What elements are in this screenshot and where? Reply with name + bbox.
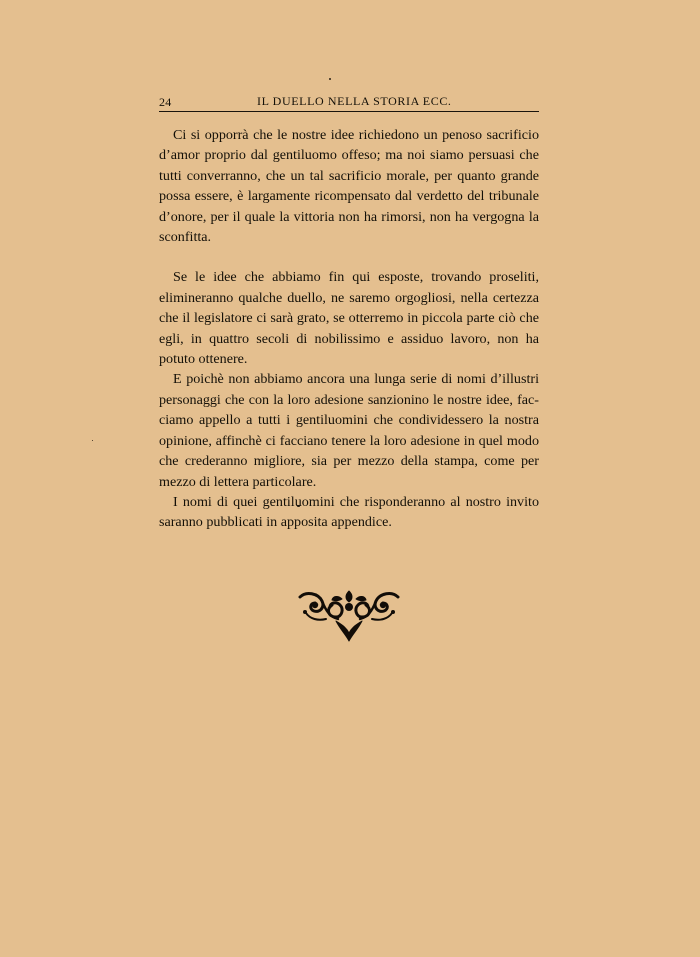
paragraph: Se le idee che abbiamo fin qui esposte, trovando proseliti, elimineranno qualche duello, ne saremo orgogliosi, nella certezza che il legislatore ci sarà grato, se otterremo in piccola parte ciò che egli, in quattro secoli di nobilissimo e assiduo lavoro, non ha potuto ottenere. (159, 269, 539, 368)
print-speck (92, 440, 93, 441)
running-header (159, 93, 539, 112)
print-speck (329, 78, 331, 80)
paragraph: I nomi di quei gentiluomini che risponderanno al nostro invito saranno pubblicati in apposita appendice. (159, 493, 539, 531)
fleuron-ornament-icon (296, 589, 402, 643)
paragraph: E poichè non abbiamo ancora una lunga serie di nomi d’illustri personaggi che con la loro adesione sanzionino le nostre idee, facciamo appello a tutti i gentiluomini che condividessero la nostra opinione, affinchè ci facciano tenere la loro adesione in quel modo che crederanno migliore, sia per mezzo della stampa, come per mezzo di lettera particolare. (159, 371, 539, 490)
body-text (159, 125, 539, 533)
paragraph: Ci si opporrà che le nostre idee richiedono un penoso sacrificio d’amor proprio dal gentiluomo offeso; ma noi siamo persuasi che tutti converranno, che un tal sacrificio morale, per quanto grande possa essere, è largamente ricompensato dal verdetto del tribunale d’onore, per il quale la vittoria non ha rimorsi, non ha vergogna la sconfitta. (159, 127, 539, 246)
page-number: 24 (159, 95, 172, 109)
running-title: IL DUELLO NELLA STORIA ECC. (257, 94, 452, 108)
